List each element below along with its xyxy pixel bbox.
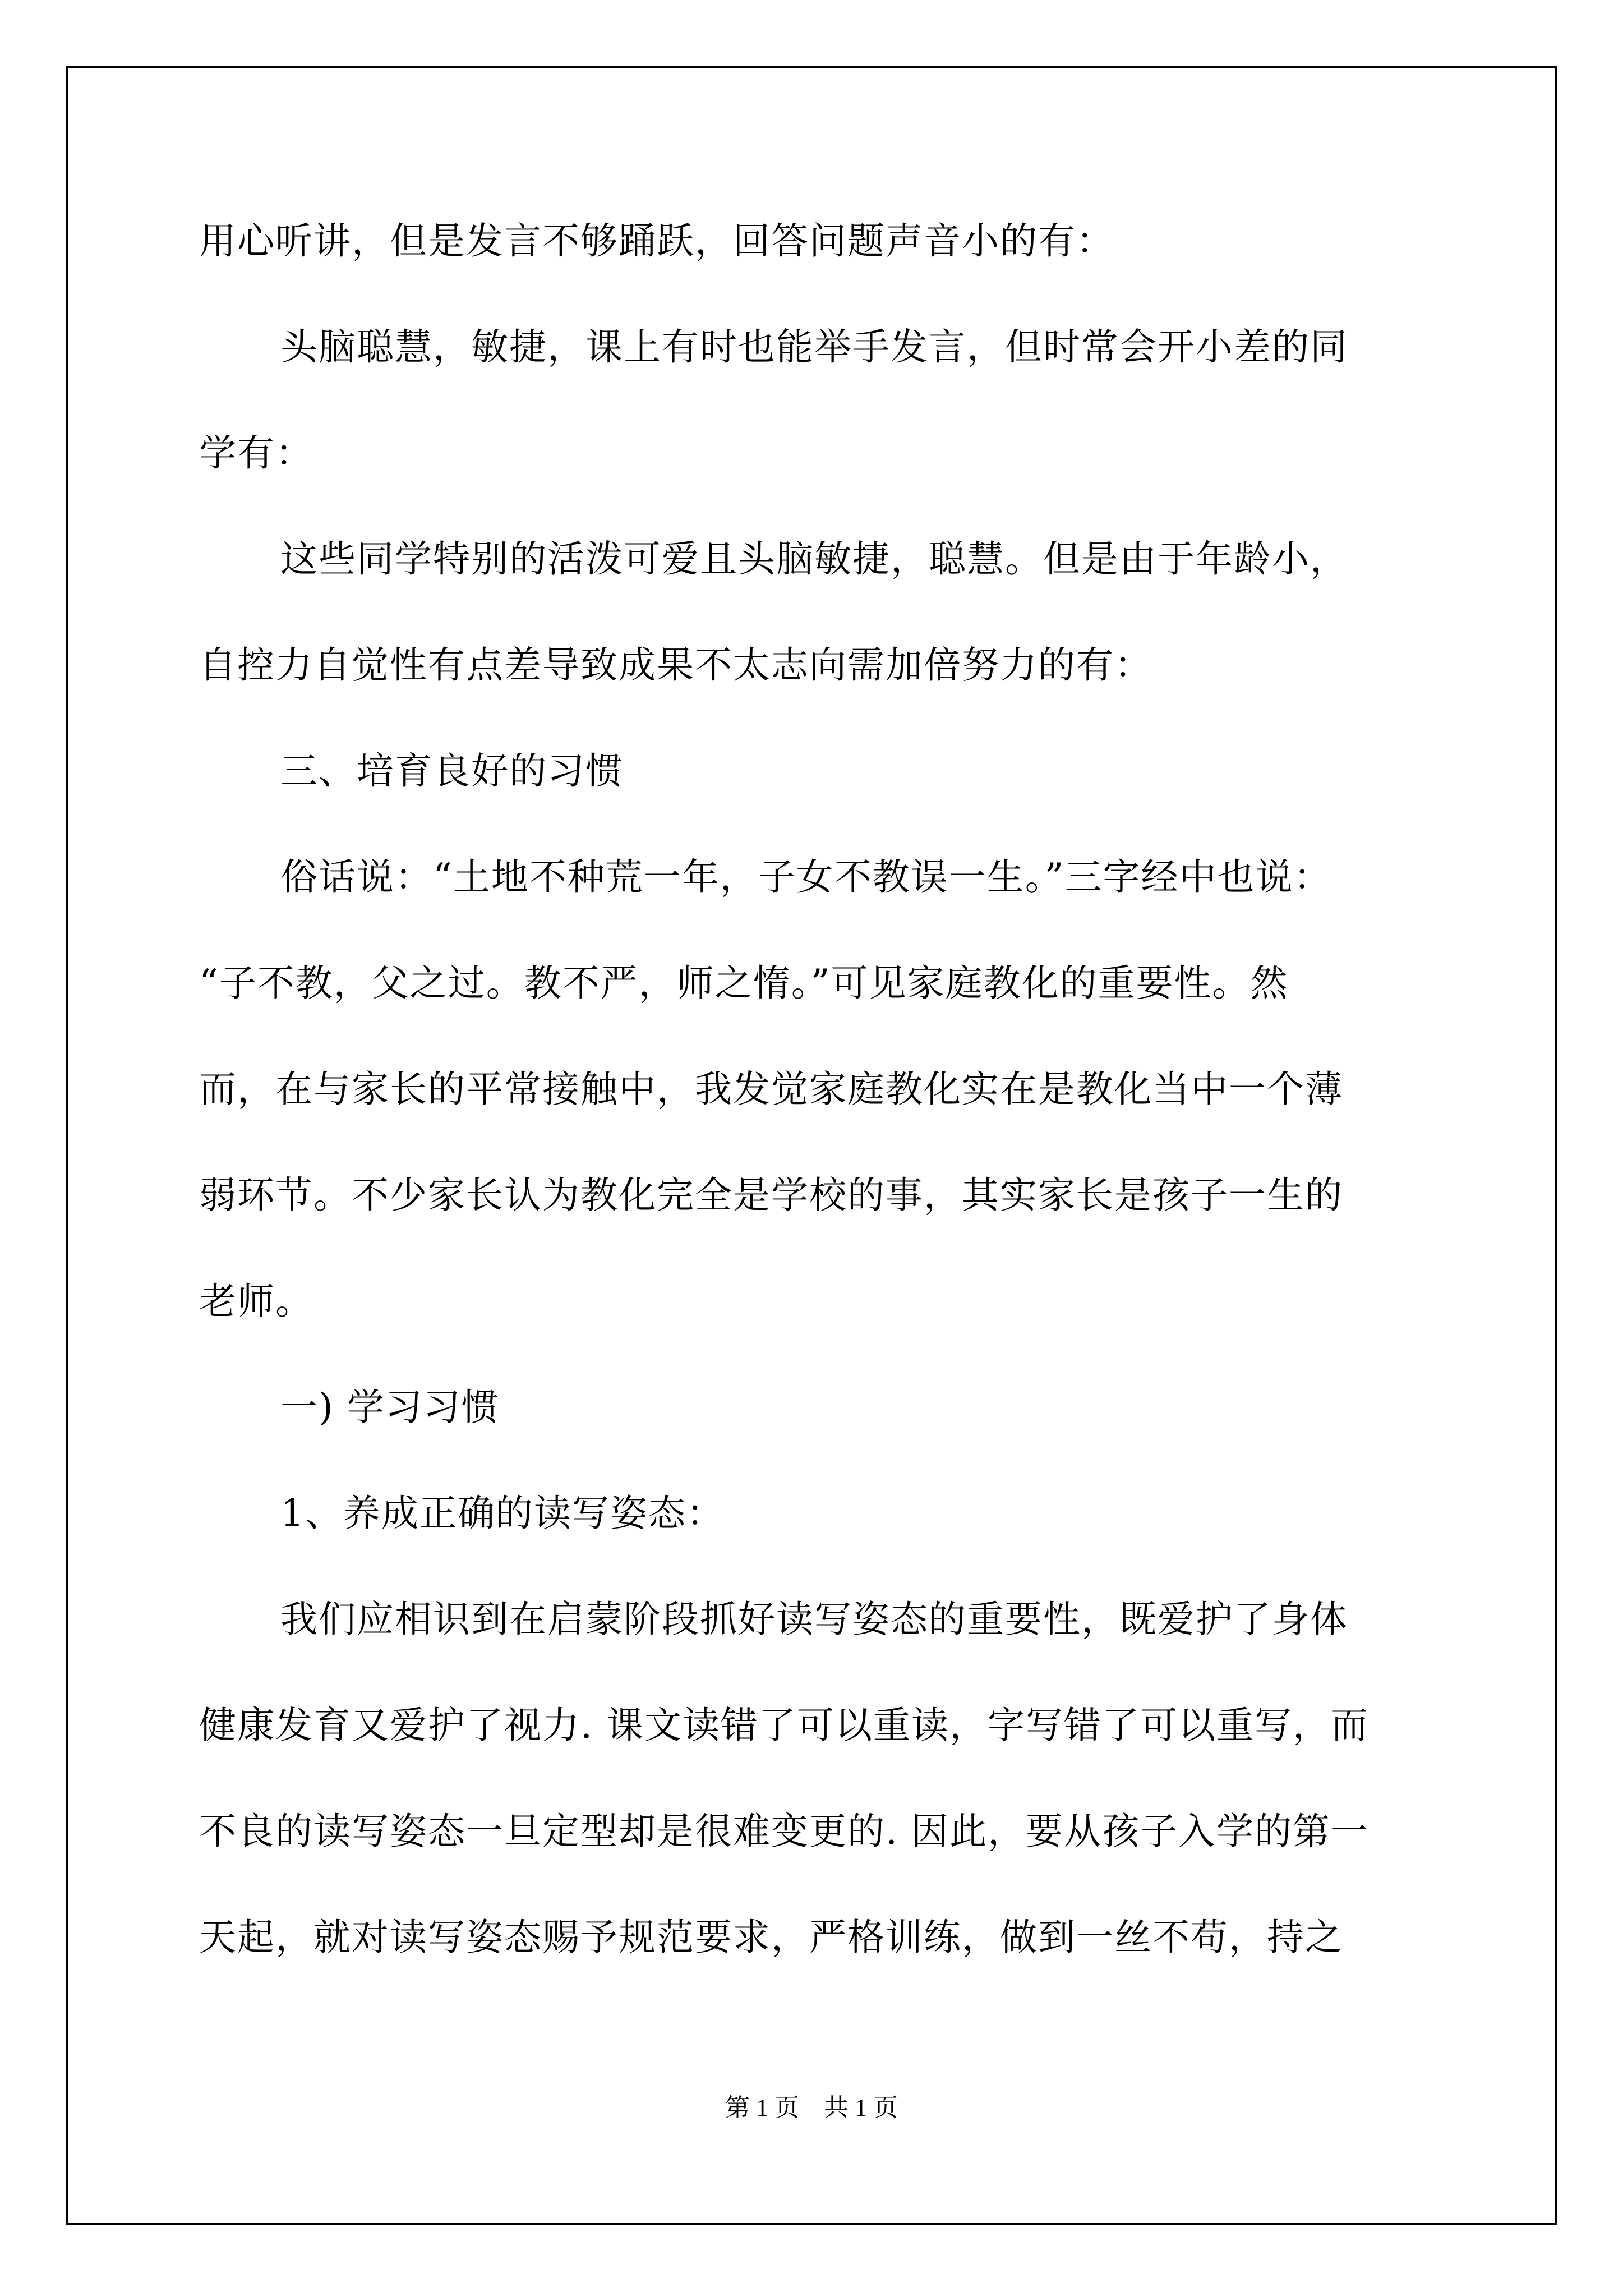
text-line: “子不教，父之过。教不严，师之惰。”可见家庭教化的重要性。然 bbox=[199, 961, 1289, 1005]
page-footer: 第 1 页 共 1 页 bbox=[725, 2094, 898, 2122]
page-border bbox=[66, 66, 1557, 2225]
text-line: 天起，就对读写姿态赐予规范要求，严格训练，做到一丝不苟，持之 bbox=[199, 1916, 1343, 1959]
list-heading: 1、养成正确的读写姿态： bbox=[280, 1492, 725, 1535]
subsection-heading: 一) 学习习惯 bbox=[280, 1386, 500, 1429]
text-line: 学有： bbox=[199, 431, 313, 475]
text-line: 老师。 bbox=[199, 1280, 313, 1323]
text-line: 我们应相识到在启蒙阶段抓好读写姿态的重要性，既爱护了身体 bbox=[280, 1598, 1348, 1641]
text-line: 头脑聪慧，敏捷，课上有时也能举手发言，但时常会开小差的同 bbox=[280, 325, 1348, 369]
text-line: 这些同学特别的活泼可爱且头脑敏捷，聪慧。但是由于年龄小， bbox=[280, 537, 1348, 581]
text-line: 自控力自觉性有点差导致成果不太志向需加倍努力的有： bbox=[199, 643, 1152, 687]
text-line: 弱环节。不少家长认为教化完全是学校的事，其实家长是孩子一生的 bbox=[199, 1174, 1343, 1217]
text-line: 俗话说：“土地不种荒一年，子女不教误一生。”三字经中也说： bbox=[280, 855, 1332, 899]
section-heading: 三、培育良好的习惯 bbox=[280, 749, 624, 793]
text-line: 而，在与家长的平常接触中，我发觉家庭教化实在是教化当中一个薄 bbox=[199, 1068, 1343, 1111]
text-line: 不良的读写姿态一旦定型却是很难变更的. 因此，要从孩子入学的第一 bbox=[199, 1810, 1369, 1853]
text-line: 健康发育又爱护了视力. 课文读错了可以重读，字写错了可以重写，而 bbox=[199, 1704, 1369, 1747]
text-line: 用心听讲，但是发言不够踊跃，回答问题声音小的有： bbox=[199, 219, 1114, 263]
